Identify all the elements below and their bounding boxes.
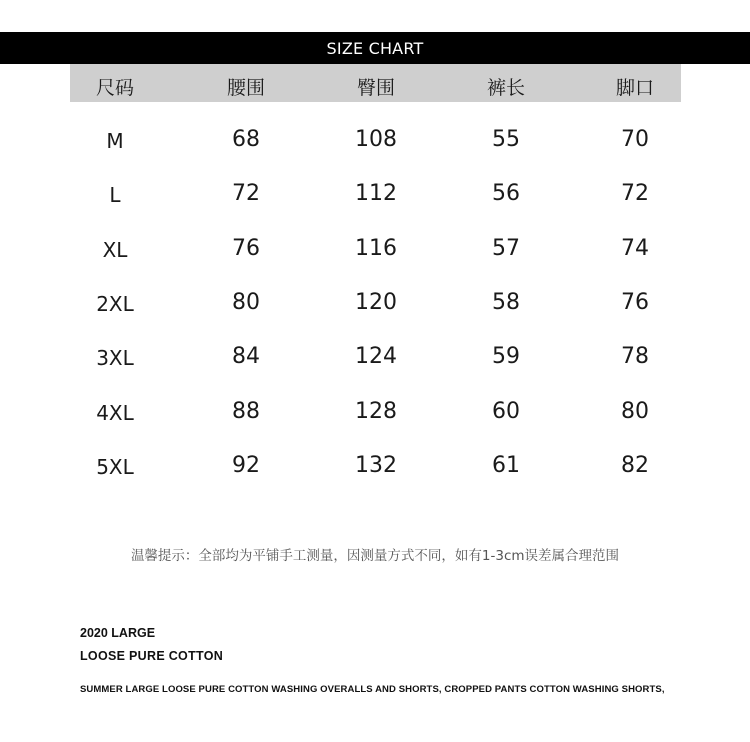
cell-leg-opening: 76 <box>621 289 649 315</box>
cell-hip: 124 <box>355 344 397 370</box>
header-waist: 腰围 <box>226 77 266 99</box>
cell-hip: 108 <box>355 127 397 152</box>
table-row <box>0 127 750 157</box>
cell-waist: 76 <box>232 235 260 261</box>
header-size: 尺码 <box>95 77 135 99</box>
cell-hip: 116 <box>355 235 397 261</box>
cell-length: 57 <box>492 235 520 261</box>
table-row <box>0 181 750 211</box>
cell-length: 61 <box>492 452 520 478</box>
cell-size: 4XL <box>96 400 134 425</box>
cell-leg-opening: 82 <box>621 452 649 478</box>
cell-size: 2XL <box>96 291 134 316</box>
cell-length: 59 <box>492 344 520 370</box>
measurement-note: 温馨提示：全部均为平铺手工测量，因测量方式不同，如有1-3cm误差属合理范围 <box>130 548 620 564</box>
table-row <box>0 399 750 429</box>
cell-length: 55 <box>492 127 520 152</box>
cell-waist: 84 <box>232 344 260 370</box>
cell-length: 60 <box>492 398 520 424</box>
cell-waist: 88 <box>232 398 260 424</box>
cell-waist: 72 <box>232 181 260 207</box>
header-leg-opening: 脚口 <box>615 77 655 99</box>
cell-leg-opening: 78 <box>621 344 649 370</box>
cell-length: 56 <box>492 181 520 207</box>
size-chart-banner <box>0 32 750 64</box>
cell-hip: 112 <box>355 181 397 207</box>
product-description: SUMMER LARGE LOOSE PURE COTTON WASHING OVERALLS AND SHORTS, CROPPED PANTS COTTON WASHING SHORTS, <box>80 684 665 695</box>
cell-length: 58 <box>492 289 520 315</box>
header-length: 裤长 <box>486 77 526 99</box>
cell-waist: 80 <box>232 289 260 315</box>
cell-size: M <box>106 129 124 153</box>
header-hip: 臀围 <box>356 77 396 99</box>
cell-size: XL <box>102 237 128 262</box>
table-header-row <box>70 64 681 102</box>
cell-hip: 128 <box>355 398 397 424</box>
cell-size: 3XL <box>96 346 134 371</box>
table-row <box>0 290 750 320</box>
cell-waist: 68 <box>232 127 260 152</box>
tagline-line1: 2020 LARGE <box>80 626 156 640</box>
cell-waist: 92 <box>232 452 260 478</box>
cell-leg-opening: 70 <box>621 127 649 152</box>
cell-leg-opening: 74 <box>621 235 649 261</box>
cell-hip: 120 <box>355 289 397 315</box>
cell-size: 5XL <box>96 454 134 479</box>
table-row <box>0 344 750 374</box>
banner-title: SIZE CHART <box>326 38 424 58</box>
table-row <box>0 453 750 483</box>
table-row <box>0 236 750 266</box>
cell-leg-opening: 72 <box>621 181 649 207</box>
cell-size: L <box>109 183 121 208</box>
cell-hip: 132 <box>355 452 397 478</box>
cell-leg-opening: 80 <box>621 398 649 424</box>
tagline-line2: LOOSE PURE COTTON <box>80 649 224 663</box>
